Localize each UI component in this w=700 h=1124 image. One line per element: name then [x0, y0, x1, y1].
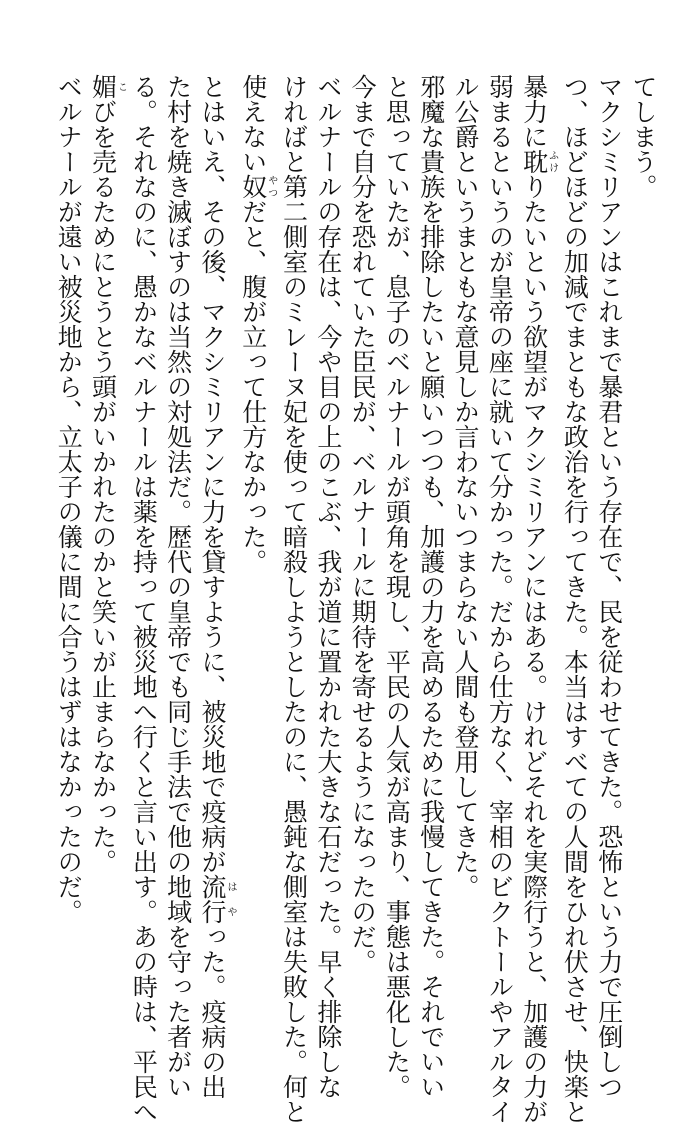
line-12-pre: 使えない — [238, 74, 268, 174]
ruby-fuke-base: 耽 — [519, 149, 549, 174]
line-4-post: りたいという欲望がマクシミリアンにはある。けれどそれを実際行うと、加護の力が — [519, 174, 549, 1124]
ruby-yatsu-base: 奴 — [238, 174, 268, 199]
ruby-haya-base: 流行 — [197, 874, 227, 924]
ruby-ko-reading: こ — [115, 74, 127, 99]
text-line-1: てしまう。 — [629, 74, 658, 199]
text-line-8: と思っていたが、息子のベルナールが頭角を現し、平民の人気が高まり、事態は悪化した。 — [382, 74, 412, 1099]
text-line-14: た村を焼き滅ぼすのは当然の対処法だ。歴代の皇帝でも同じ手法で他の地域を守った者がい — [163, 74, 193, 1099]
ruby-fuke — [519, 149, 558, 174]
line-16-post: びを売るためにとうとう頭がいかれたのかと笑いが止まらなかった。 — [88, 99, 118, 874]
ruby-ko — [88, 74, 127, 99]
ruby-yatsu — [238, 174, 277, 199]
text-line-17: ベルナールが遠い被災地から、立太子の儀に間に合うはずはなかったのだ。 — [54, 74, 84, 924]
line-13-post: った。疫病の出 — [197, 924, 227, 1099]
line-4-pre: 暴力に — [519, 74, 549, 149]
text-line-4 — [516, 74, 558, 1124]
ruby-yatsu-reading: やつ — [265, 174, 277, 199]
text-line-7: 邪魔な貴族を排除したいと願いつつも、加護の力を高めるために我慢してきた。それでいい — [416, 74, 446, 1099]
ruby-fuke-reading: ふけ — [546, 149, 558, 174]
text-line-11: ければと第二側室のミレーヌ妃を使って暗殺しようとしたのに、愚鈍な側室は失敗した。何と — [279, 74, 309, 1124]
line-12-post: だと、腹が立って仕方なかった。 — [238, 199, 268, 574]
line-13-pre: とはいえ、その後、マクシミリアンに力を貸すように、被災地で疫病が — [197, 74, 227, 874]
text-line-6: ル公爵というまともな意見しか言わないつまらない人間も登用してきた。 — [451, 74, 481, 899]
text-line-3: つ、ほどほどの加減でまともな政治を行ってきた。本当はすべての人間をひれ伏させ、快楽と — [560, 74, 590, 1124]
ruby-haya — [197, 874, 236, 924]
text-line-12 — [235, 74, 276, 975]
text-line-2: マクシミリアンはこれまで暴君という存在で、民を従わせてきた。恐怖という力で圧倒しつ — [594, 74, 624, 1099]
ruby-ko-base: 媚 — [88, 74, 118, 99]
text-line-16 — [85, 74, 126, 975]
text-line-13 — [195, 74, 236, 1099]
ruby-haya-reading: はや — [224, 874, 236, 924]
text-line-9: 今まで自分を恐れていた臣民が、ベルナールに期待を寄せるようになったのだ。 — [348, 74, 378, 974]
text-line-5: 弱まるというのが皇帝の座に就いて分かった。だから仕方なく、宰相のビクトールやアルタイ — [485, 74, 515, 1124]
text-line-10: ベルナールの存在は、今や目の上のこぶ、我が道に置かれた大きな石だった。早く排除しな — [313, 74, 343, 1099]
text-line-15: る。それなのに、愚かなベルナールは薬を持って被災地へ行くと言い出す。あの時は、平民へ — [129, 74, 159, 1124]
